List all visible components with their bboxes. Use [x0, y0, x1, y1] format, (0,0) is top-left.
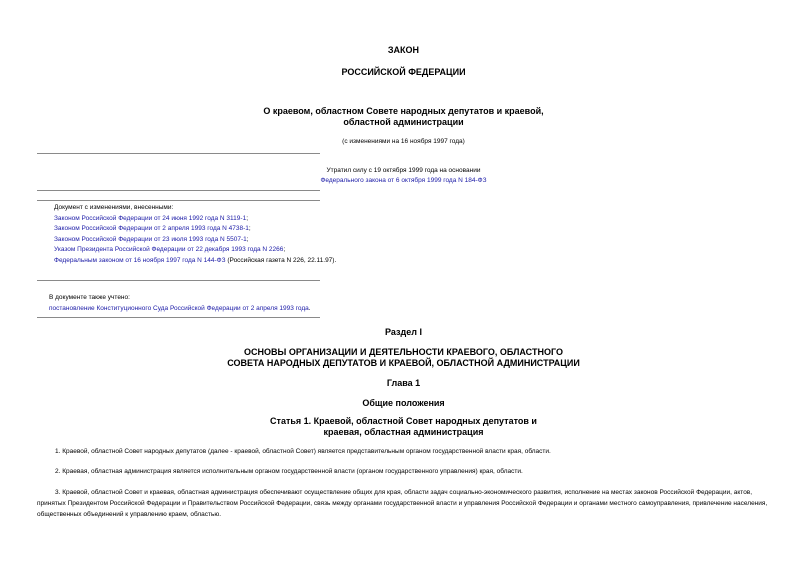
divider	[37, 200, 320, 201]
amendment-item: Федеральным законом от 16 ноября 1997 года N 144-ФЗ (Российская газета N 226, 22.11.97).	[54, 256, 337, 264]
repeal-law-link[interactable]: Федерального закона от 6 октября 1999 года N 184-ФЗ	[320, 177, 487, 184]
amendment-item: Законом Российской Федерации от 2 апреля 1993 года N 4738-1;	[54, 225, 251, 232]
amendments-heading: Документ с изменениями, внесенными:	[54, 204, 174, 211]
amendment-item: Законом Российской Федерации от 23 июля 1993 года N 5507-1;	[54, 235, 249, 243]
amendment-link[interactable]: Законом Российской Федерации от 2 апреля 1993 года N 4738-1	[54, 225, 249, 232]
document-subtitle: РОССИЙСКОЙ ФЕДЕРАЦИИ	[341, 67, 466, 77]
amendment-link[interactable]: Указом Президента Российской Федерации от 22 декабря 1993 года N 2266	[54, 246, 284, 253]
chapter-label: Глава 1	[386, 378, 421, 388]
law-title-line2: областной администрации	[343, 117, 464, 127]
amendment-link[interactable]: Федеральным законом от 16 ноября 1997 года N 144-ФЗ	[54, 256, 226, 264]
amendment-note: (с изменениями на 16 ноября 1997 года)	[342, 138, 465, 145]
paragraph-3: 3. Краевой, областной Совет и краевая, областная администрация обеспечивают осуществление общих для края, области задач социально-экономического развития, исполнение на местах законов Российской Федерации, актов, принятых Президентом Российской Федерации и Правительством Российской Федерации, связь между органами государственной власти и управления Российской Федерации и органами местного самоуправления, привлечение населения, общественных объединений к управлению краем, областью.	[37, 489, 768, 518]
divider	[37, 280, 320, 281]
repeal-note: Утратил силу с 19 октября 1999 года на основании	[326, 167, 481, 174]
divider	[37, 153, 320, 154]
amendment-link[interactable]: Законом Российской Федерации от 23 июля 1993 года N 5507-1	[54, 235, 247, 243]
paragraph-1: 1. Краевой, областной Совет народных депутатов (далее - краевой, областной Совет) является представительным органом государственной власти края, области.	[55, 448, 551, 455]
section-title-line1: ОСНОВЫ ОРГАНИЗАЦИИ И ДЕЯТЕЛЬНОСТИ КРАЕВОГО, ОБЛАСТНОГО	[244, 347, 563, 357]
document-title: ЗАКОН	[387, 45, 420, 55]
divider	[37, 317, 320, 318]
divider	[37, 190, 320, 191]
amendment-item: Указом Президента Российской Федерации от 22 декабря 1993 года N 2266;	[54, 246, 286, 253]
chapter-title: Общие положения	[362, 398, 445, 408]
considered-item: постановление Конституционного Суда Российской Федерации от 2 апреля 1993 года.	[49, 304, 311, 312]
amendment-link[interactable]: Законом Российской Федерации от 24 июня 1992 года N 3119-1	[54, 214, 247, 222]
section-label: Раздел I	[385, 327, 422, 337]
law-title-line1: О краевом, областном Совете народных депутатов и краевой,	[263, 106, 544, 116]
article-title-line1: Статья 1. Краевой, областной Совет народных депутатов и	[270, 416, 537, 426]
paragraph-2: 2. Краевая, областная администрация является исполнительным органом государственной власти (органом государственного управления) края, области.	[55, 468, 523, 475]
section-title-line2: СОВЕТА НАРОДНЫХ ДЕПУТАТОВ И КРАЕВОЙ, ОБЛАСТНОЙ АДМИНИСТРАЦИИ	[227, 358, 580, 368]
article-title-line2: краевая, областная администрация	[323, 427, 484, 437]
amendment-item: Законом Российской Федерации от 24 июня 1992 года N 3119-1;	[54, 214, 249, 222]
considered-heading: В документе также учтено:	[49, 294, 130, 301]
court-ruling-link[interactable]: постановление Конституционного Суда Российской Федерации от 2 апреля 1993 года	[49, 304, 309, 312]
